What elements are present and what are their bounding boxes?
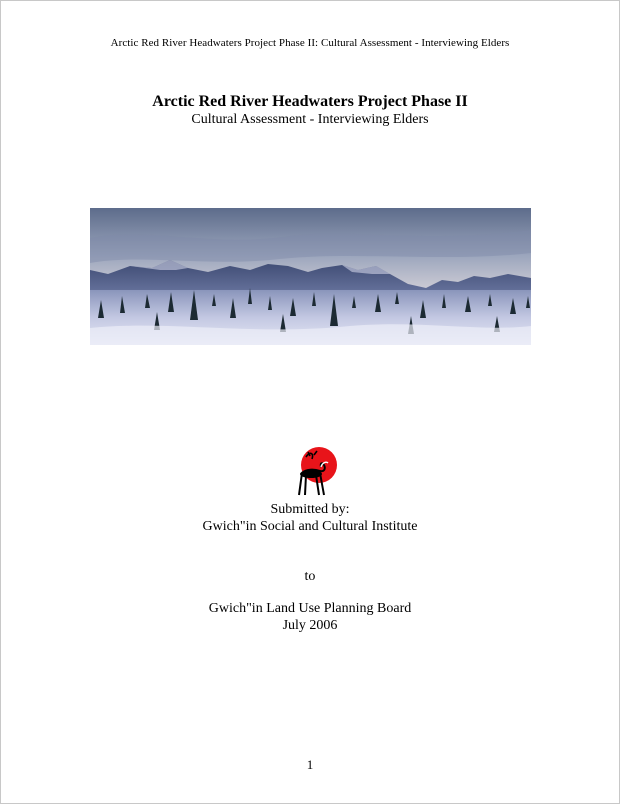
landscape-photo bbox=[90, 208, 531, 345]
document-subtitle: Cultural Assessment - Interviewing Elders bbox=[191, 112, 429, 127]
page-number: 1 bbox=[306, 757, 314, 772]
recipient-name: Gwich"in Land Use Planning Board bbox=[208, 601, 412, 616]
running-header: Arctic Red River Headwaters Project Phase II: Cultural Assessment - Interviewing Elders bbox=[110, 37, 510, 49]
submission-date: July 2006 bbox=[282, 618, 338, 633]
to-label: to bbox=[304, 569, 316, 584]
submitted-by-label: Submitted by: bbox=[270, 502, 350, 517]
document-title: Arctic Red River Headwaters Project Phase II bbox=[152, 93, 468, 110]
submitter-name: Gwich"in Social and Cultural Institute bbox=[202, 519, 418, 534]
caribou-sun-logo-icon bbox=[284, 443, 340, 499]
